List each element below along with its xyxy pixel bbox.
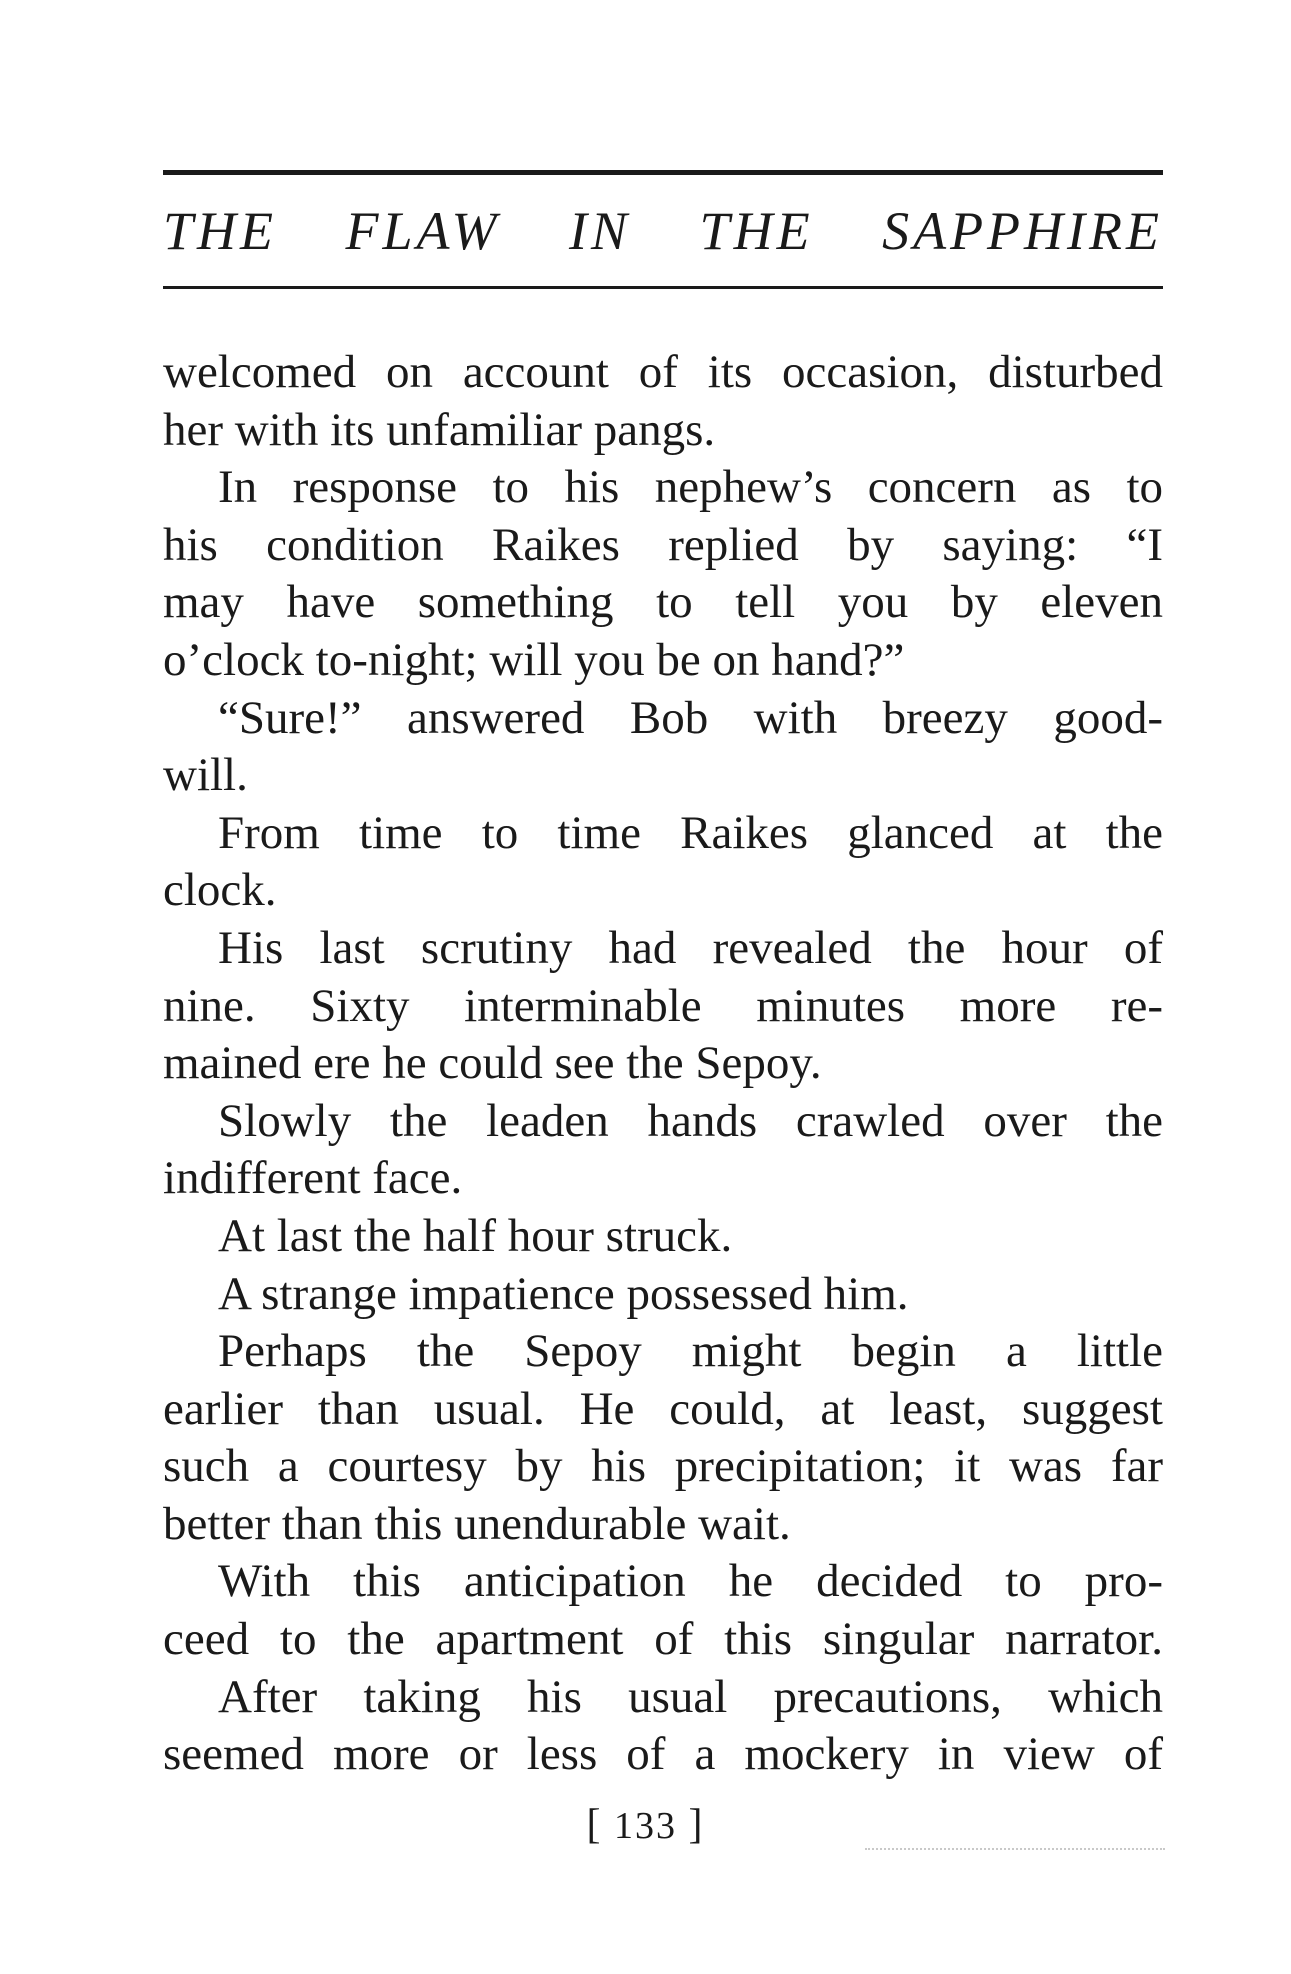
running-head: THE FLAW IN THE SAPPHIRE (163, 201, 1163, 261)
text-line: “Sure!” answered Bob with breezy good- (218, 691, 1163, 744)
text-line: ceed to the apartment of this singular narrator. (163, 1613, 1163, 1666)
text-line: earlier than usual. He could, at least, suggest (163, 1382, 1163, 1435)
page-number-close-bracket: ] (688, 1802, 705, 1848)
text-line: Perhaps the Sepoy might begin a little (218, 1325, 1163, 1378)
text-line: welcomed on account of its occasion, disturbed (163, 346, 1163, 398)
text-line: With this anticipation he decided to pro- (218, 1555, 1163, 1608)
text-line: After taking his usual precautions, which (218, 1670, 1163, 1723)
text-line: may have something to tell you by eleven (163, 576, 1163, 629)
text-line: better than this unendurable wait. (163, 1497, 791, 1550)
scan-speckle-line (865, 1848, 1165, 1850)
text-line: indifferent face. (163, 1152, 463, 1205)
page-number-value: 133 (614, 1805, 677, 1847)
text-line: his condition Raikes replied by saying: “I (163, 518, 1163, 571)
text-line: At last the half hour struck. (218, 1209, 733, 1262)
body-text (163, 344, 1163, 1784)
header-rule-bottom (163, 286, 1163, 289)
text-line: seemed more or less of a mockery in view of (163, 1728, 1163, 1781)
text-line: In response to his nephew’s concern as to (218, 461, 1163, 514)
text-line: mained ere he could see the Sepoy. (163, 1037, 822, 1090)
page-number (0, 1800, 1291, 1851)
header-rule-top (163, 170, 1163, 175)
text-line: clock. (163, 864, 277, 917)
text-line: her with its unfamiliar pangs. (163, 403, 716, 456)
text-line: will. (163, 749, 248, 802)
text-line: From time to time Raikes glanced at the (218, 806, 1163, 859)
text-line: His last scrutiny had revealed the hour of (218, 921, 1163, 974)
text-line: Slowly the leaden hands crawled over the (218, 1094, 1163, 1147)
text-line: o’clock to-night; will you be on hand?” (163, 633, 905, 686)
page-number-open-bracket: [ (586, 1802, 603, 1848)
text-line: such a courtesy by his precipitation; it was far (163, 1440, 1163, 1493)
text-line: A strange impatience possessed him. (218, 1267, 909, 1320)
text-line: nine. Sixty interminable minutes more re- (163, 979, 1163, 1032)
